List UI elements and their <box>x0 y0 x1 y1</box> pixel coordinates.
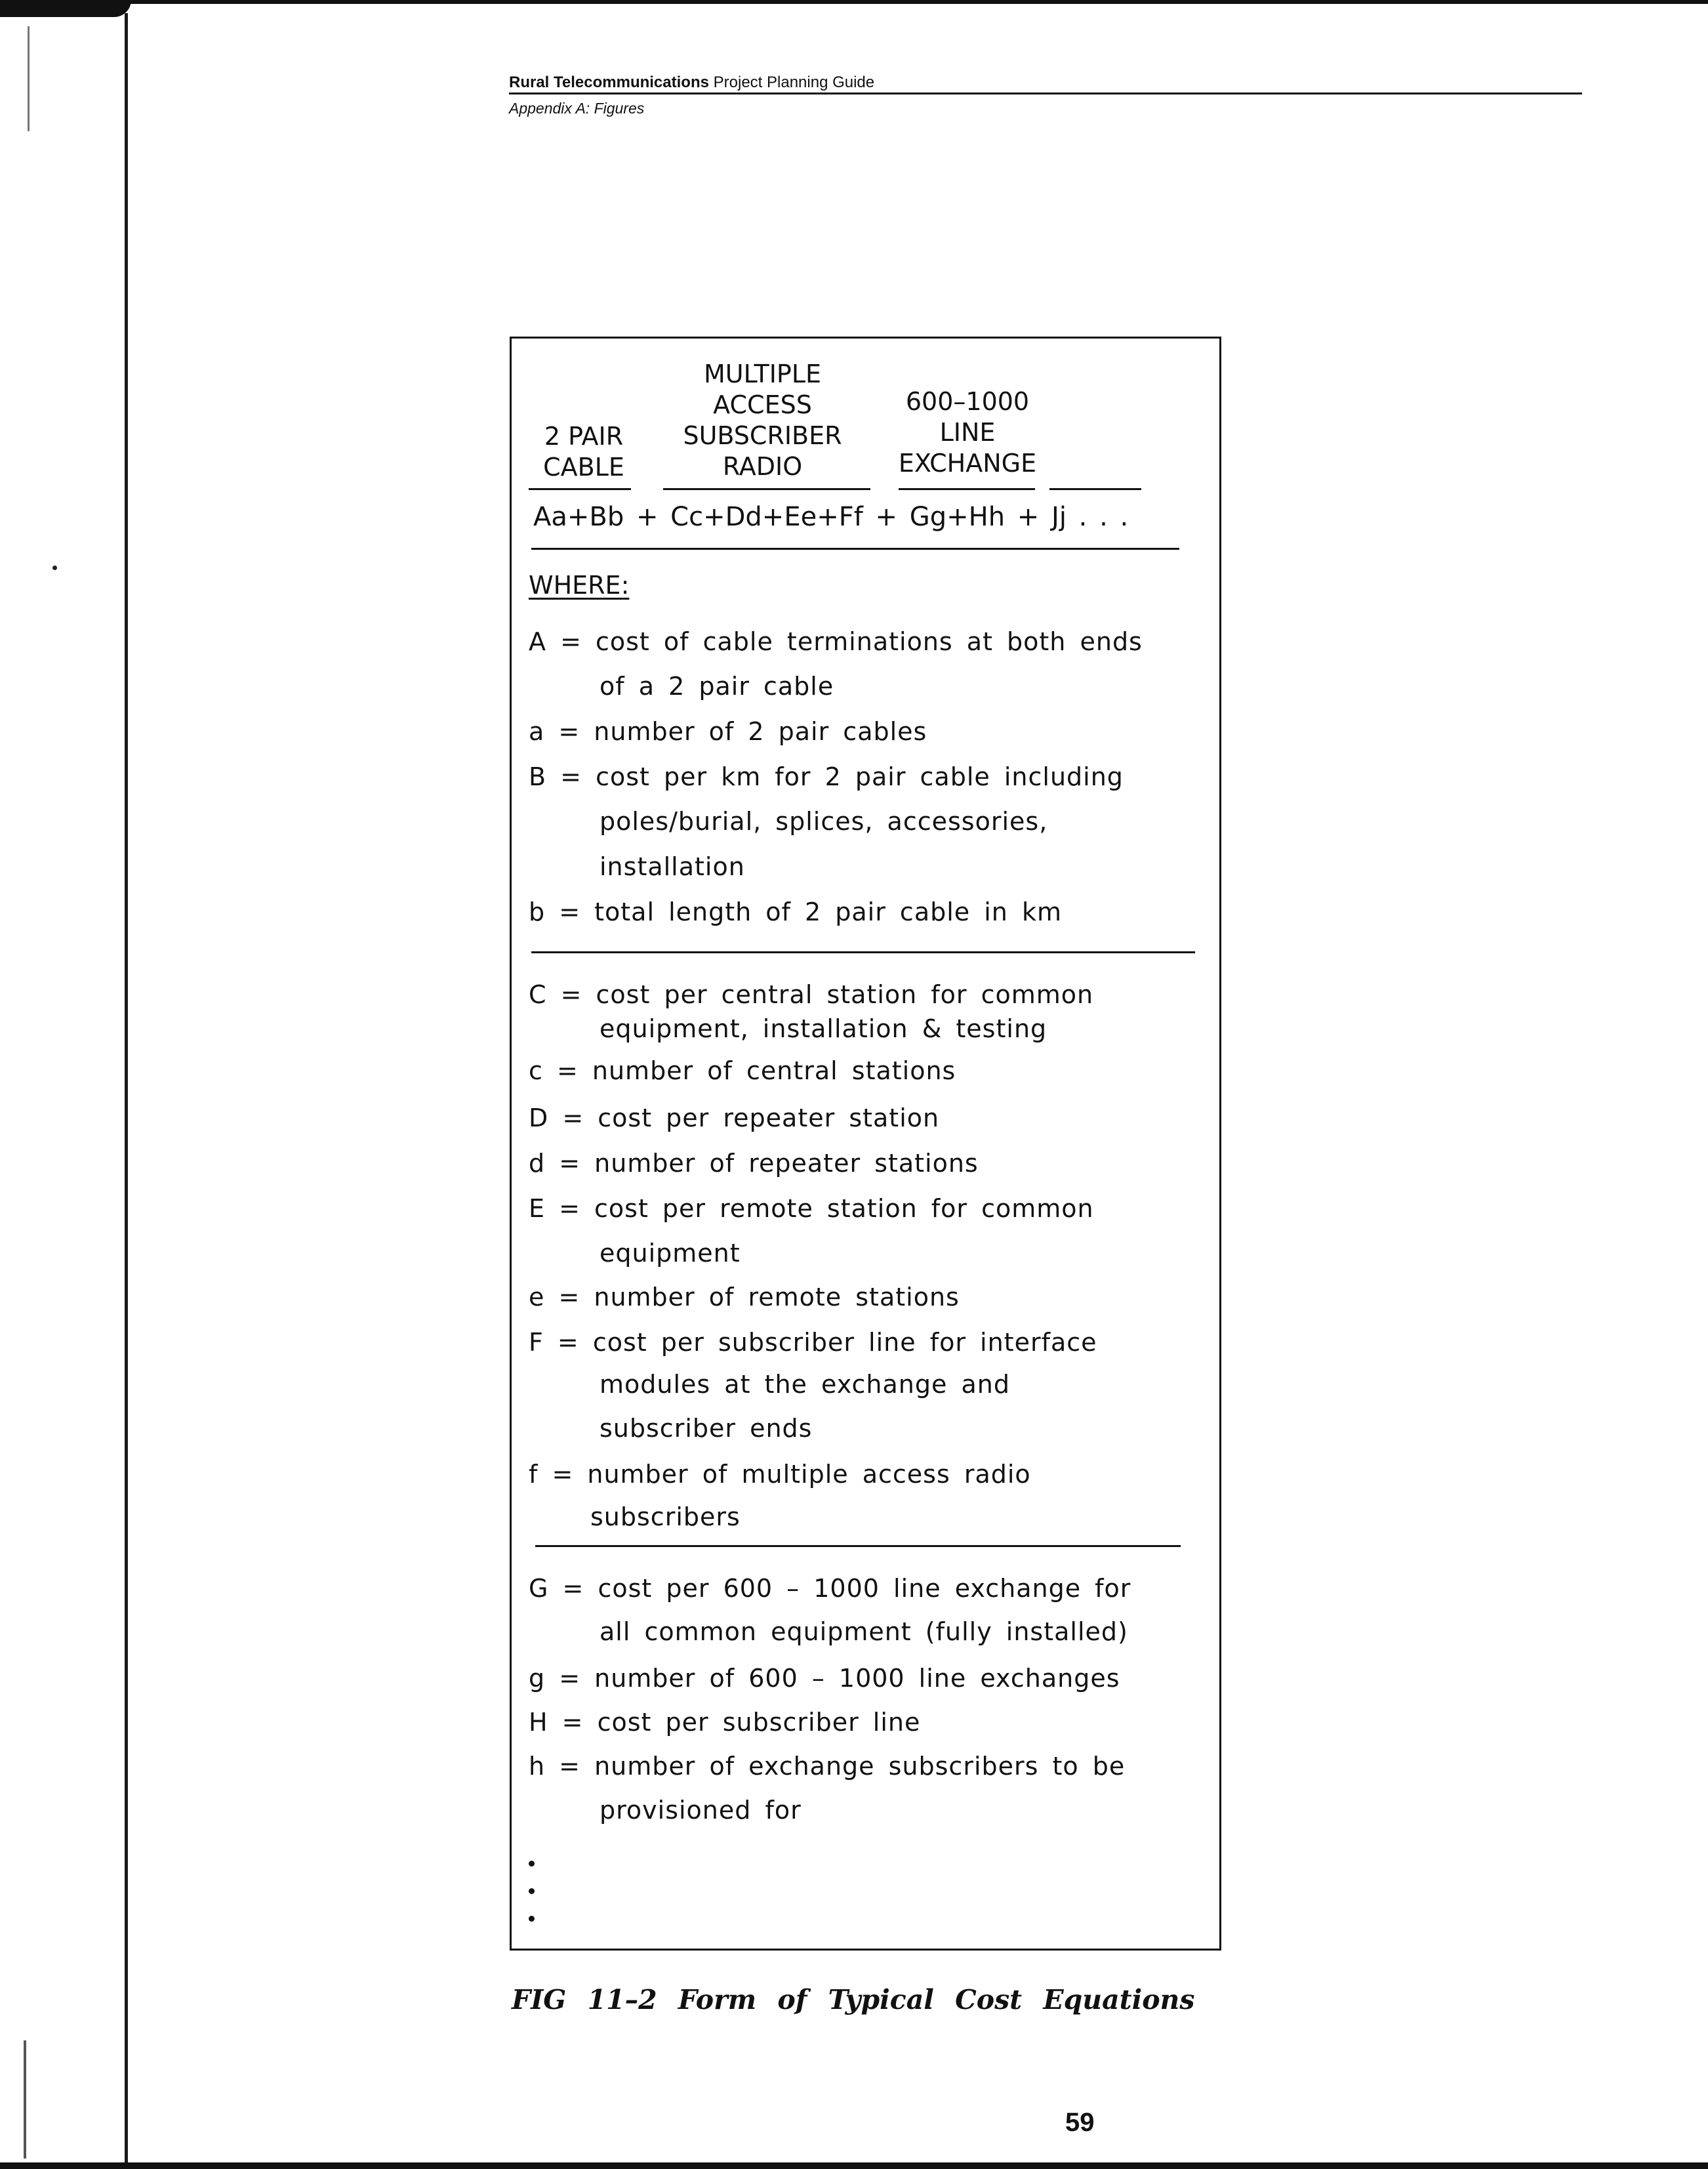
column-underline <box>1049 488 1141 490</box>
running-header-subtitle: Appendix A: Figures <box>509 100 645 117</box>
column-underline <box>529 488 631 490</box>
definition-line: H = cost per subscriber line <box>529 1708 921 1737</box>
definition-line: equipment, installation & testing <box>600 1014 1047 1043</box>
definition-line: F = cost per subscriber line for interface <box>529 1328 1097 1357</box>
column-header-multiple-access-radio: MULTIPLE ACCESS SUBSCRIBER RADIO <box>683 360 842 481</box>
definition-line: e = number of remote stations <box>529 1283 960 1312</box>
definition-line: c = number of central stations <box>529 1056 956 1085</box>
definition-line: all common equipment (fully installed) <box>600 1617 1128 1646</box>
definition-line: A = cost of cable terminations at both ends <box>529 627 1143 656</box>
definition-line: b = total length of 2 pair cable in km <box>529 898 1062 926</box>
column-underline <box>663 488 870 490</box>
definition-line: equipment <box>600 1239 741 1268</box>
definition-line: d = number of repeater stations <box>529 1149 979 1178</box>
definition-line: provisioned for <box>600 1796 802 1825</box>
group-divider <box>531 951 1195 953</box>
definition-line: h = number of exchange subscribers to be <box>529 1752 1126 1781</box>
continuation-dot <box>529 1916 535 1922</box>
scan-mark <box>24 2040 26 2159</box>
definition-line: a = number of 2 pair cables <box>529 717 927 746</box>
group-divider <box>535 1545 1181 1547</box>
scan-bottom-edge <box>0 2162 1708 2169</box>
cost-equation: Aa+Bb + Cc+Dd+Ee+Ff + Gg+Hh + Jj . . . <box>533 502 1129 532</box>
scan-top-edge <box>0 0 1708 4</box>
definition-line: C = cost per central station for common <box>529 980 1094 1009</box>
page-number: 59 <box>1065 2108 1095 2137</box>
column-header-line-exchange: 600–1000 LINE EXCHANGE <box>898 387 1037 478</box>
definition-line: D = cost per repeater station <box>529 1104 940 1132</box>
definition-line: G = cost per 600 – 1000 line exchange for <box>529 1574 1131 1603</box>
definition-line: E = cost per remote station for common <box>529 1194 1094 1223</box>
definition-line: installation <box>600 852 745 881</box>
binding-margin-line <box>125 13 128 2169</box>
figure-caption: FIG 11–2 Form of Typical Cost Equations <box>512 1984 1195 2015</box>
definition-line: of a 2 pair cable <box>600 672 834 701</box>
where-label: WHERE: <box>529 571 630 600</box>
continuation-dot <box>529 1861 535 1867</box>
definition-line: subscriber ends <box>600 1414 813 1443</box>
definition-line: f = number of multiple access radio <box>529 1460 1031 1489</box>
running-header-title: Rural Telecommunications Project Planning Guide <box>509 73 875 91</box>
continuation-dot <box>529 1888 535 1894</box>
scan-speck <box>52 566 57 570</box>
definition-line: g = number of 600 – 1000 line exchanges <box>529 1664 1120 1693</box>
scan-mark <box>28 26 30 131</box>
definition-line: B = cost per km for 2 pair cable including <box>529 762 1124 791</box>
column-header-2-pair-cable: 2 PAIR CABLE <box>543 422 624 482</box>
definition-line: subscribers <box>590 1502 741 1531</box>
definition-line: modules at the exchange and <box>600 1370 1010 1399</box>
header-rule <box>509 93 1582 94</box>
scan-corner-shadow <box>0 0 131 17</box>
column-underline <box>899 488 1035 490</box>
definition-line: poles/burial, splices, accessories, <box>600 807 1048 836</box>
equation-underline <box>531 548 1179 550</box>
